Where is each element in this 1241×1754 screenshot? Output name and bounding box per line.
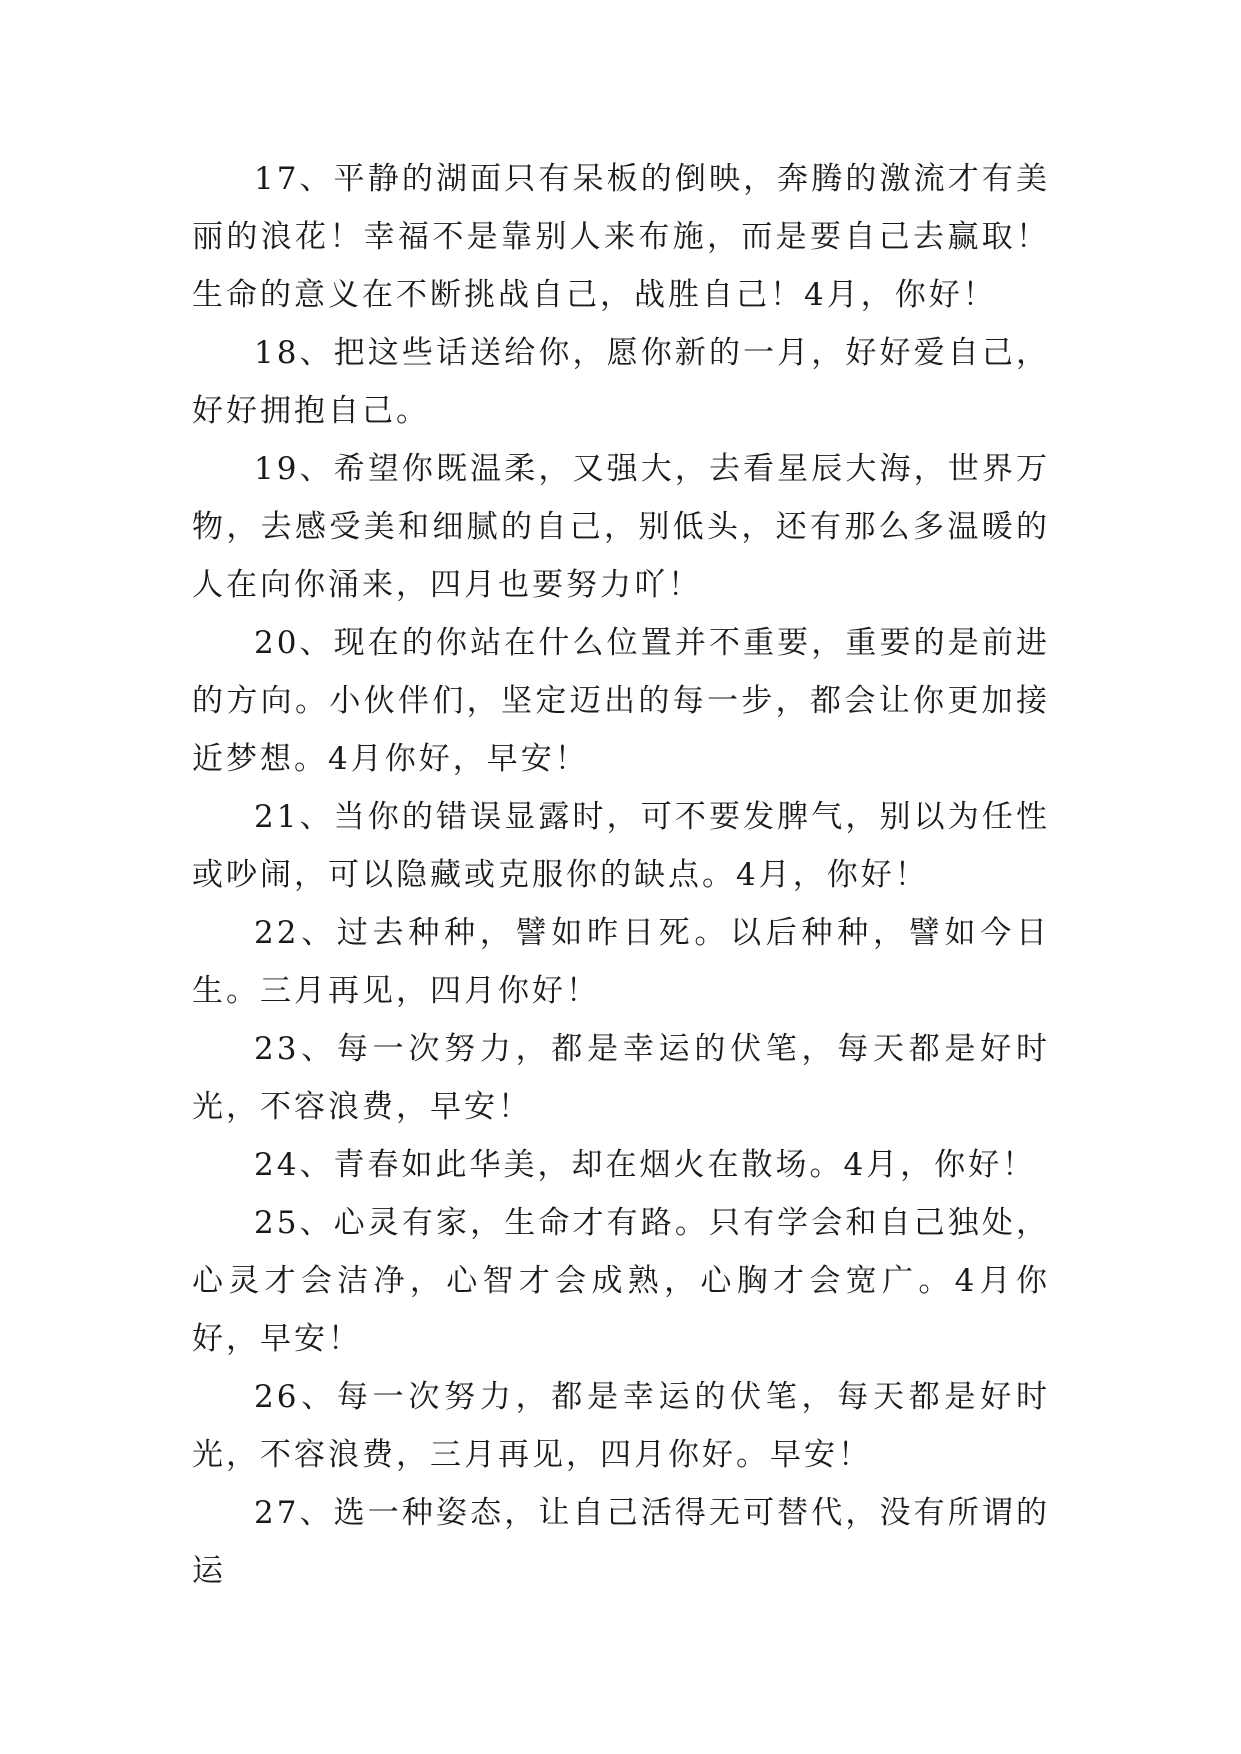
paragraph-17: 17、平静的湖面只有呆板的倒映，奔腾的激流才有美丽的浪花！幸福不是靠别人来布施，而是要自己去赢取！生命的意义在不断挑战自己，战胜自己！4月，你好！ [192, 161, 1050, 313]
paragraph-19: 19、希望你既温柔，又强大，去看星辰大海，世界万物，去感受美和细腻的自己，别低头，还有那么多温暖的人在向你涌来，四月也要努力吖！ [192, 451, 1050, 603]
paragraph-23: 23、每一次努力，都是幸运的伏笔，每天都是好时光，不容浪费，早安！ [192, 1031, 1050, 1125]
paragraph-22: 22、过去种种，譬如昨日死。以后种种，譬如今日生。三月再见，四月你好！ [192, 915, 1050, 1009]
paragraph-18: 18、把这些话送给你，愿你新的一月，好好爱自己，好好拥抱自己。 [192, 335, 1050, 429]
paragraph-21: 21、当你的错误显露时，可不要发脾气，别以为任性或吵闹，可以隐藏或克服你的缺点。4月，你好！ [192, 799, 1050, 893]
paragraph-25: 25、心灵有家，生命才有路。只有学会和自己独处，心灵才会洁净，心智才会成熟，心胸才会宽广。4月你好，早安！ [192, 1205, 1050, 1357]
paragraph-24: 24、青春如此华美，却在烟火在散场。4月，你好！ [254, 1147, 1037, 1183]
document-body [192, 150, 1050, 1600]
paragraph-27: 27、选一种姿态，让自己活得无可替代，没有所谓的运 [192, 1495, 1050, 1589]
paragraph-26: 26、每一次努力，都是幸运的伏笔，每天都是好时光，不容浪费，三月再见，四月你好。早安！ [192, 1379, 1050, 1473]
paragraph-20: 20、现在的你站在什么位置并不重要，重要的是前进的方向。小伙伴们，坚定迈出的每一步，都会让你更加接近梦想。4月你好，早安！ [192, 625, 1050, 777]
